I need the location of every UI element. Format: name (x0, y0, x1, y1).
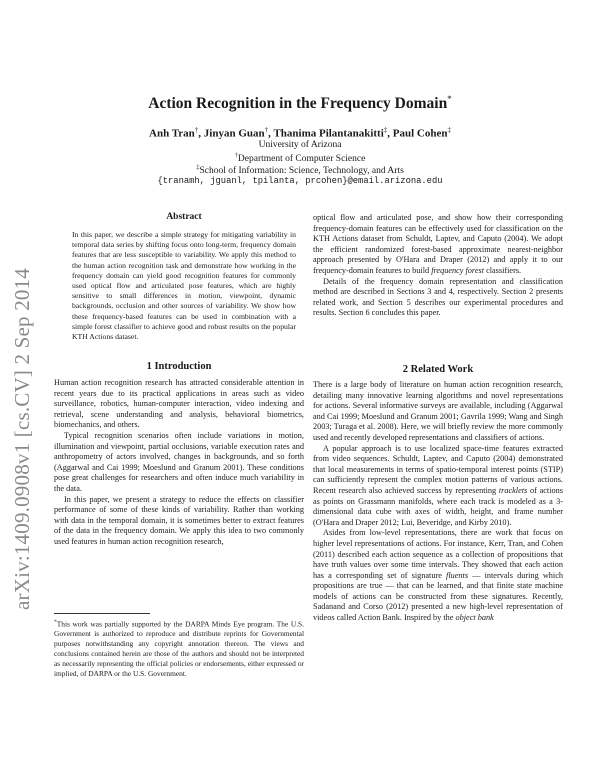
abstract-heading: Abstract (166, 212, 202, 222)
paragraph: In this paper, we present a strategy to reduce the effects on classifier performance of some of these kinds of variability. Rather than working with data in the temporal domain, it is sometimes better to extract features of the data in the frequency domain. We apply this idea to two commonly used features in human action recognition research, (54, 494, 304, 546)
affiliation-department: †Department of Computer Science (234, 152, 366, 165)
abstract-text: In this paper, we describe a simple strategy for mitigating variability in temporal data series by shifting focus onto long-term, frequency domain features that are less susceptible to variability. We apply this method to the human action recognition task and demonstrate how working in the frequency domain can yield good recognition features for commonly used optical flow and articulated pose features, which are highly sensitive to small differences in motion, viewpoint, dynamic backgrounds, occlusion and other sources of variability. We show how these frequency-based features can be used in combination with a simple forest classifier to achieve good and robust results on the popular KTH Actions dataset. (72, 230, 296, 342)
introduction-body (54, 378, 304, 548)
author-name: Paul Cohen (392, 127, 448, 140)
author-name: Jinyan Guan (203, 127, 265, 140)
title-footnote-mark: * (447, 94, 452, 104)
affiliation-school: ‡School of Information: Science, Technology, and Arts (196, 164, 404, 177)
paper-title: Action Recognition in the Frequency Domain* (148, 94, 452, 113)
right-column-intro-continued (313, 213, 563, 319)
author-list: Anh Tran†, Jinyan Guan†, Thanima Pilantanakitti‡, Paul Cohen‡ (149, 126, 451, 140)
section-heading-related-work: 2 Related Work (402, 364, 474, 375)
related-work-body (313, 380, 563, 624)
paragraph: Typical recognition scenarios often include variations in motion, illumination and viewpoint, partial occlusions, variable execution rates and anthropometry of actors involved, changes in backgrounds, and so forth (Aggarwal and Cai 1999; Moeslund and Granum 2001). These conditions pose great challenges for researchers and often induce much variability in the data. (54, 430, 304, 493)
author-emails: {tranamh, jguanl, tpilanta, prcohen}@email.arizona.edu (157, 176, 443, 186)
footnote-rule (54, 613, 150, 614)
funding-footnote: *This work was partially supported by the DARPA Minds Eye program. The U.S. Government is authorized to reproduce and distribute reprints for Governmental purposes notwithstanding any copyright annotation thereon. The views and conclusions contained herein are those of the authors and should not be interpreted as necessarily representing the official policies or endorsements, either expressed or implied, of DARPA or the U.S. Government. (54, 619, 304, 678)
affiliation-university: University of Arizona (258, 140, 342, 150)
paragraph: A popular approach is to use localized space-time features extracted from video sequences. Schuldt, Laptev, and Caputo (2004) demonstrated that local measurements in terms of spatio-temporal interest points (STIP) can sufficiently represent the complex motion patterns of various actions. Recent research also achieved success by representing tracklets of actions as points on Grassmann manifolds, where each track is modeled as a 3-dimensional data cube with axes of width, height, and frame number (O'Hara and Draper 2012; Lui, Beveridge, and Kirby 2010). (313, 443, 563, 527)
paragraph: optical flow and articulated pose, and show how their corresponding frequency-domain features can be effectively used for classification on the KTH Actions dataset from Schuldt, Laptev, and Caputo (2004). We adopt the efficient randomized forest-based approximate nearest-neighbor approach presented by O'Hara and Draper (2012) and apply it to our frequency-domain features to build frequency forest classifiers. (313, 213, 563, 275)
arxiv-identifier: arXiv:1409.0908v1 [cs.CV] 2 Sep 2014 (10, 267, 34, 610)
paragraph: There is a large body of literature on human action recognition research, detailing many innovative learning algorithms and novel representations for actions. Several informative surveys are available, including (Aggarwal and Cai 1999; Moeslund and Granum 2001; Gavrila 1999; Wang and Singh 2003; Turaga et al. 2008). Here, we will briefly review the more commonly used and recently developed representations and classifiers of actions. (313, 380, 563, 442)
author-name: Anh Tran (149, 127, 195, 140)
paragraph: Human action recognition research has attracted considerable attention in recent years due to its practical applications in areas such as video surveillance, robotics, human-computer interaction, video indexing and retrieval, scene understanding and analysis, behavioral biometrics, biomechanics, and others. (54, 378, 304, 430)
section-heading-introduction: 1 Introduction (146, 361, 212, 372)
author-name: Thanima Pilantanakitti (273, 127, 384, 140)
paragraph: Details of the frequency domain representation and classification method are described in Sections 3 and 4, respectively. Section 2 presents related work, and Section 5 describes our experimental procedures and results. Section 6 concludes this paper. (313, 276, 563, 318)
paragraph: Asides from low-level representations, there are work that focus on higher level representations of actions. For instance, Kerr, Tran, and Cohen (2011) described each action sequence as a collection of propositions that have truth values over some time intervals. They showed that each action has a corresponding set of signature fluents — intervals during which propositions are true — that can be learned, and that finite state machine models of actions can be constructed from these signatures. Recently, Sadanand and Corso (2012) presented a new high-level representation of videos called Action Bank. Inspired by the object bank (313, 528, 564, 623)
